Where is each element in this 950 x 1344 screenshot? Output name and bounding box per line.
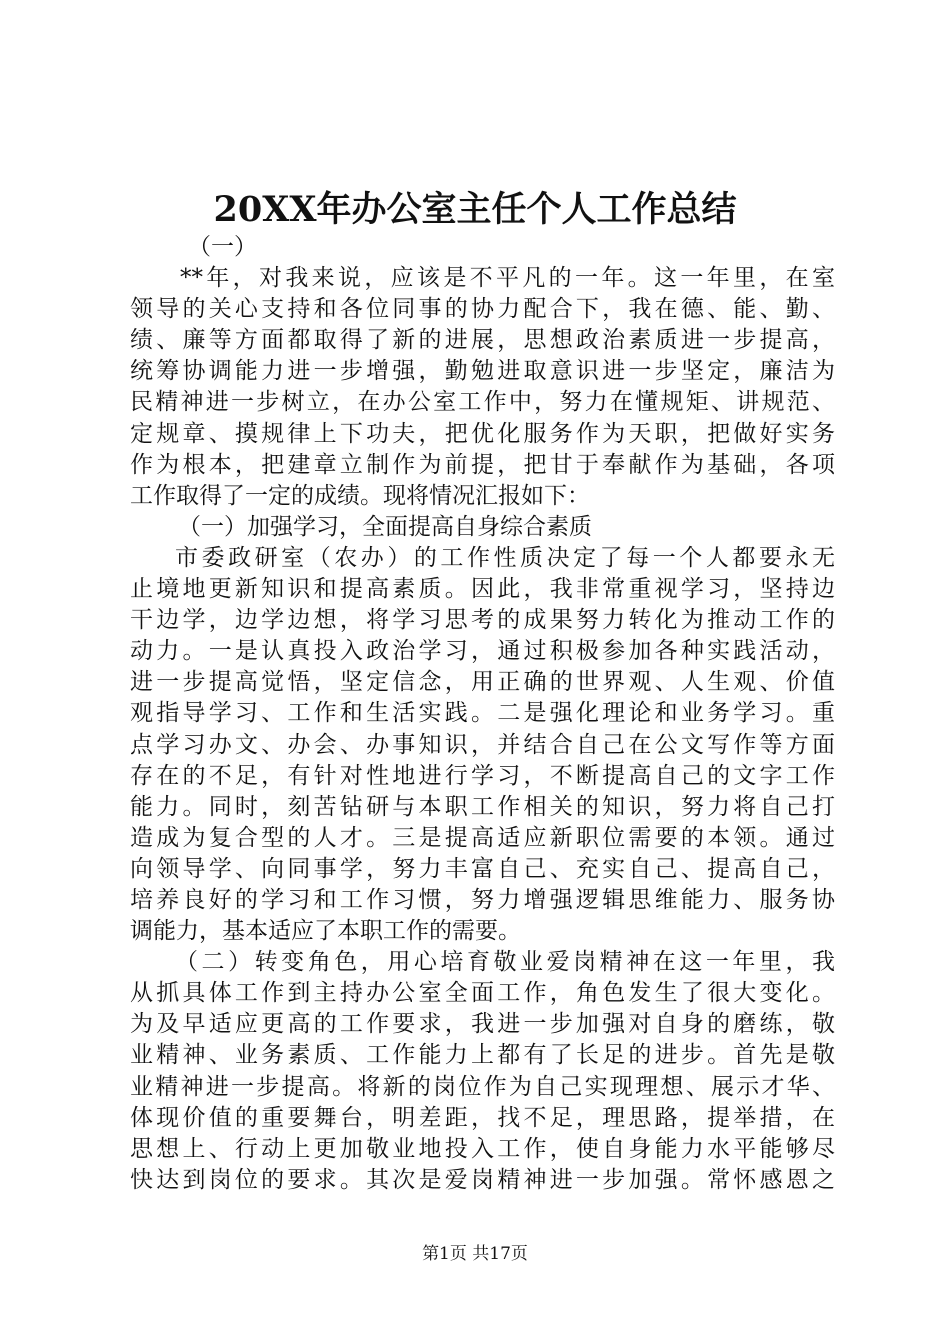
paragraph-line: 为及早适应更高的工作要求，我进一步加强对自身的磨练，敬 [130, 1011, 835, 1038]
paragraph-line: 绩、廉等方面都取得了新的进展，思想政治素质进一步提高， [130, 327, 835, 354]
document-body [130, 232, 835, 1196]
paragraph-line: 向领导学、向同事学，努力丰富自己、充实自己、提高自己， [130, 855, 835, 882]
paragraph-line: 业精神进一步提高。将新的岗位作为自己实现理想、展示才华、 [130, 1073, 835, 1100]
paragraph-line: 思想上、行动上更加敬业地投入工作，使自身能力水平能够尽 [130, 1135, 835, 1162]
paragraph-line: 能力。同时，刻苦钻研与本职工作相关的知识，努力将自己打 [130, 793, 835, 820]
paragraph-line: 培养良好的学习和工作习惯，努力增强逻辑思维能力、服务协 [130, 886, 835, 913]
paragraph-line: **年，对我来说，应该是不平凡的一年。这一年里，在室 [180, 265, 835, 292]
paragraph-line: 动力。一是认真投入政治学习，通过积极参加各种实践活动， [130, 638, 835, 665]
paragraph-line: 点学习办文、办会、办事知识，并结合自己在公文写作等方面 [130, 731, 835, 758]
paragraph-line: 市委政研室（农办）的工作性质决定了每一个人都要永无 [175, 544, 835, 571]
paragraph-line: 止境地更新知识和提高素质。因此，我非常重视学习，坚持边 [130, 576, 835, 603]
paragraph-line: 领导的关心支持和各位同事的协力配合下，我在德、能、勤、 [130, 296, 835, 323]
paragraph-line: 进一步提高觉悟，坚定信念，用正确的世界观、人生观、价值 [130, 669, 835, 696]
paragraph-line: 快达到岗位的要求。其次是爱岗精神进一步加强。常怀感恩之 [130, 1166, 835, 1193]
page-indicator: 第1页 共17页 [422, 1244, 528, 1264]
section-number-line: （一） [188, 234, 257, 260]
paragraph-line: 存在的不足，有针对性地进行学习，不断提高自己的文字工作 [130, 762, 835, 789]
paragraph-line: 体现价值的重要舞台，明差距，找不足，理思路，提举措，在 [130, 1104, 835, 1131]
section-heading: （一）加强学习，全面提高自身综合素质 [178, 513, 592, 540]
paragraph-line: 造成为复合型的人才。三是提高适应新职位需要的本领。通过 [130, 824, 835, 851]
paragraph-line: 作为根本，把建章立制作为前提，把甘于奉献作为基础，各项 [130, 451, 835, 478]
paragraph-line: 工作取得了一定的成绩。现将情况汇报如下： [130, 482, 590, 509]
paragraph-line: 干边学，边学边想，将学习思考的成果努力转化为推动工作的 [130, 607, 835, 634]
document-title: 20XX年办公室主任个人工作总结 [213, 189, 737, 230]
paragraph-line: 定规章、摸规律上下功夫，把优化服务作为天职，把做好实务 [130, 420, 835, 447]
paragraph-line: 统筹协调能力进一步增强，勤勉进取意识进一步坚定，廉洁为 [130, 358, 835, 385]
section-heading: （二）转变角色，用心培育敬业爱岗精神在这一年里，我 [175, 949, 835, 976]
paragraph-line: 业精神、业务素质、工作能力上都有了长足的进步。首先是敬 [130, 1042, 835, 1069]
paragraph-line: 从抓具体工作到主持办公室全面工作，角色发生了很大变化。 [130, 980, 835, 1007]
paragraph-line: 民精神进一步树立，在办公室工作中，努力在懂规矩、讲规范、 [130, 389, 835, 416]
paragraph-line: 调能力，基本适应了本职工作的需要。 [130, 918, 521, 945]
paragraph-line: 观指导学习、工作和生活实践。二是强化理论和业务学习。重 [130, 700, 835, 727]
